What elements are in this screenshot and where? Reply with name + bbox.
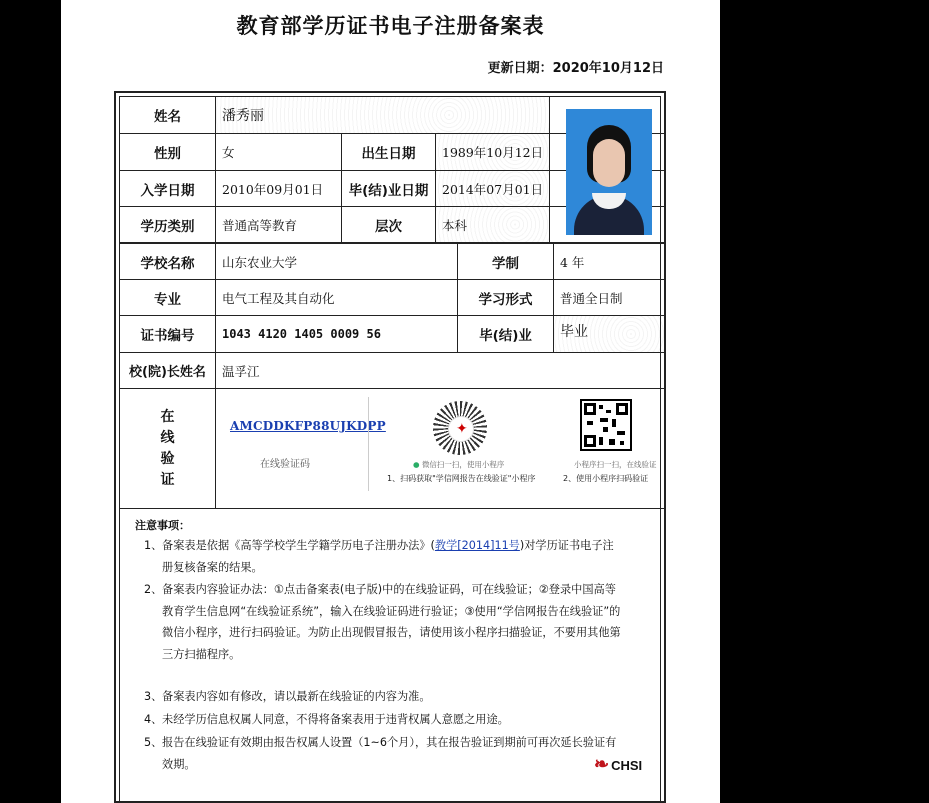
step-2: 2、使用小程序扫码验证	[563, 474, 649, 483]
note-number: 1、	[144, 539, 163, 552]
level-label: 层次	[342, 207, 436, 242]
row-major	[120, 280, 664, 316]
major-label: 专业	[120, 280, 216, 315]
verify-char: 证	[160, 471, 175, 488]
notes-title: 注意事项：	[135, 519, 190, 532]
page-title: 教育部学历证书电子注册备案表	[236, 14, 545, 38]
verify-label	[120, 389, 216, 508]
president-value: 温孚江	[222, 363, 260, 379]
qr-panel	[368, 397, 661, 491]
grad-date-label: 毕(结)业日期	[342, 171, 436, 206]
edu-type-label: 学历类别	[120, 207, 216, 242]
cert-no-value: 1043 4120 1405 0009 56	[216, 316, 458, 352]
cert-no-label: 证书编号	[120, 316, 216, 352]
verify-code-link[interactable]: AMCDDKFP88UJKDPP	[230, 419, 386, 433]
gender-label: 性别	[120, 134, 216, 170]
document-page	[61, 0, 720, 803]
row-verify	[120, 389, 664, 509]
chsi-logo	[594, 754, 642, 775]
note-text: 备案表内容验证办法：①点击备案表(电子版)中的在线验证码，可在线验证；②登录中国高等教育学生信息网“在线验证系统”，输入在线验证码进行验证；③使用“学信网报告在线验证”的微信小程序，进行扫码验证。为防止出现假冒报告，请使用该小程序扫描验证，不要用其他第三方扫描程序。	[162, 583, 621, 661]
chsi-logo-text: CHSI	[611, 758, 643, 773]
school-label: 学校名称	[120, 244, 216, 279]
note-text-part: )对学历证书电子注册复核备案的结果。	[162, 539, 614, 574]
grad-value: 毕业	[554, 316, 664, 352]
birth-value: 1989年10月12日	[436, 134, 550, 170]
student-photo	[566, 109, 652, 235]
note-text: 未经学历信息权属人同意，不得将备案表用于违背权属人意愿之用途。	[162, 713, 509, 726]
study-form-label: 学习形式	[458, 280, 554, 315]
name-value: 潘秀丽	[216, 97, 550, 133]
qr-hint: 小程序扫一扫，在线验证	[574, 460, 657, 469]
update-date: 更新日期：2020年10月12日	[487, 61, 664, 76]
record-frame	[114, 91, 666, 803]
row-president	[120, 353, 664, 389]
note-text: 报告在线验证有效期由报告权属人设置（1~6个月），其在报告验证到期前可再次延长验证有效期。	[162, 736, 617, 771]
step-1: 1、扫码获取"学信网报告在线验证"小程序	[387, 474, 536, 483]
study-form-value: 普通全日制	[560, 290, 623, 306]
grad-label: 毕(结)业	[458, 316, 554, 352]
verify-char: 线	[160, 429, 175, 446]
enroll-value: 2010年09月01日	[216, 171, 342, 206]
school-value: 山东农业大学	[216, 244, 458, 279]
note-number: 5、	[144, 736, 163, 749]
note-number: 4、	[144, 713, 163, 726]
birth-label: 出生日期	[342, 134, 436, 170]
row-cert-no	[120, 316, 664, 353]
row-school	[120, 243, 664, 280]
enroll-label: 入学日期	[120, 171, 216, 206]
major-value: 电气工程及其自动化	[216, 280, 458, 315]
note-text-part: 备案表是依据《高等学校学生学籍学历电子注册办法》(	[162, 539, 435, 552]
note-number: 3、	[144, 690, 163, 703]
miniprogram-hint-text: 微信扫一扫，使用小程序	[421, 460, 505, 469]
verify-char: 在	[160, 408, 175, 425]
chsi-logo-icon: ❧	[594, 754, 610, 774]
verify-char: 验	[160, 450, 175, 467]
duration-value: 4 年	[560, 254, 585, 270]
edu-type-value: 普通高等教育	[216, 207, 342, 242]
level-value: 本科	[436, 207, 550, 242]
regulation-link[interactable]: 教学[2014]11号	[434, 539, 520, 552]
qr-code-icon[interactable]	[580, 399, 632, 451]
note-text	[162, 535, 622, 578]
record-table	[119, 96, 661, 801]
president-label: 校(院)长姓名	[120, 353, 216, 388]
miniprogram-code-icon[interactable]: ✦	[433, 401, 487, 455]
verify-code-caption: 在线验证码	[260, 459, 310, 470]
note-text: 备案表内容如有修改，请以最新在线验证的内容为准。	[162, 690, 431, 703]
note-number: 2、	[144, 583, 163, 596]
miniprogram-hint: ● 微信扫一扫，使用小程序	[413, 460, 505, 469]
gender-value: 女	[216, 134, 342, 170]
grad-date-value: 2014年07月01日	[436, 171, 550, 206]
duration-label: 学制	[458, 244, 554, 279]
name-label: 姓名	[120, 97, 216, 133]
